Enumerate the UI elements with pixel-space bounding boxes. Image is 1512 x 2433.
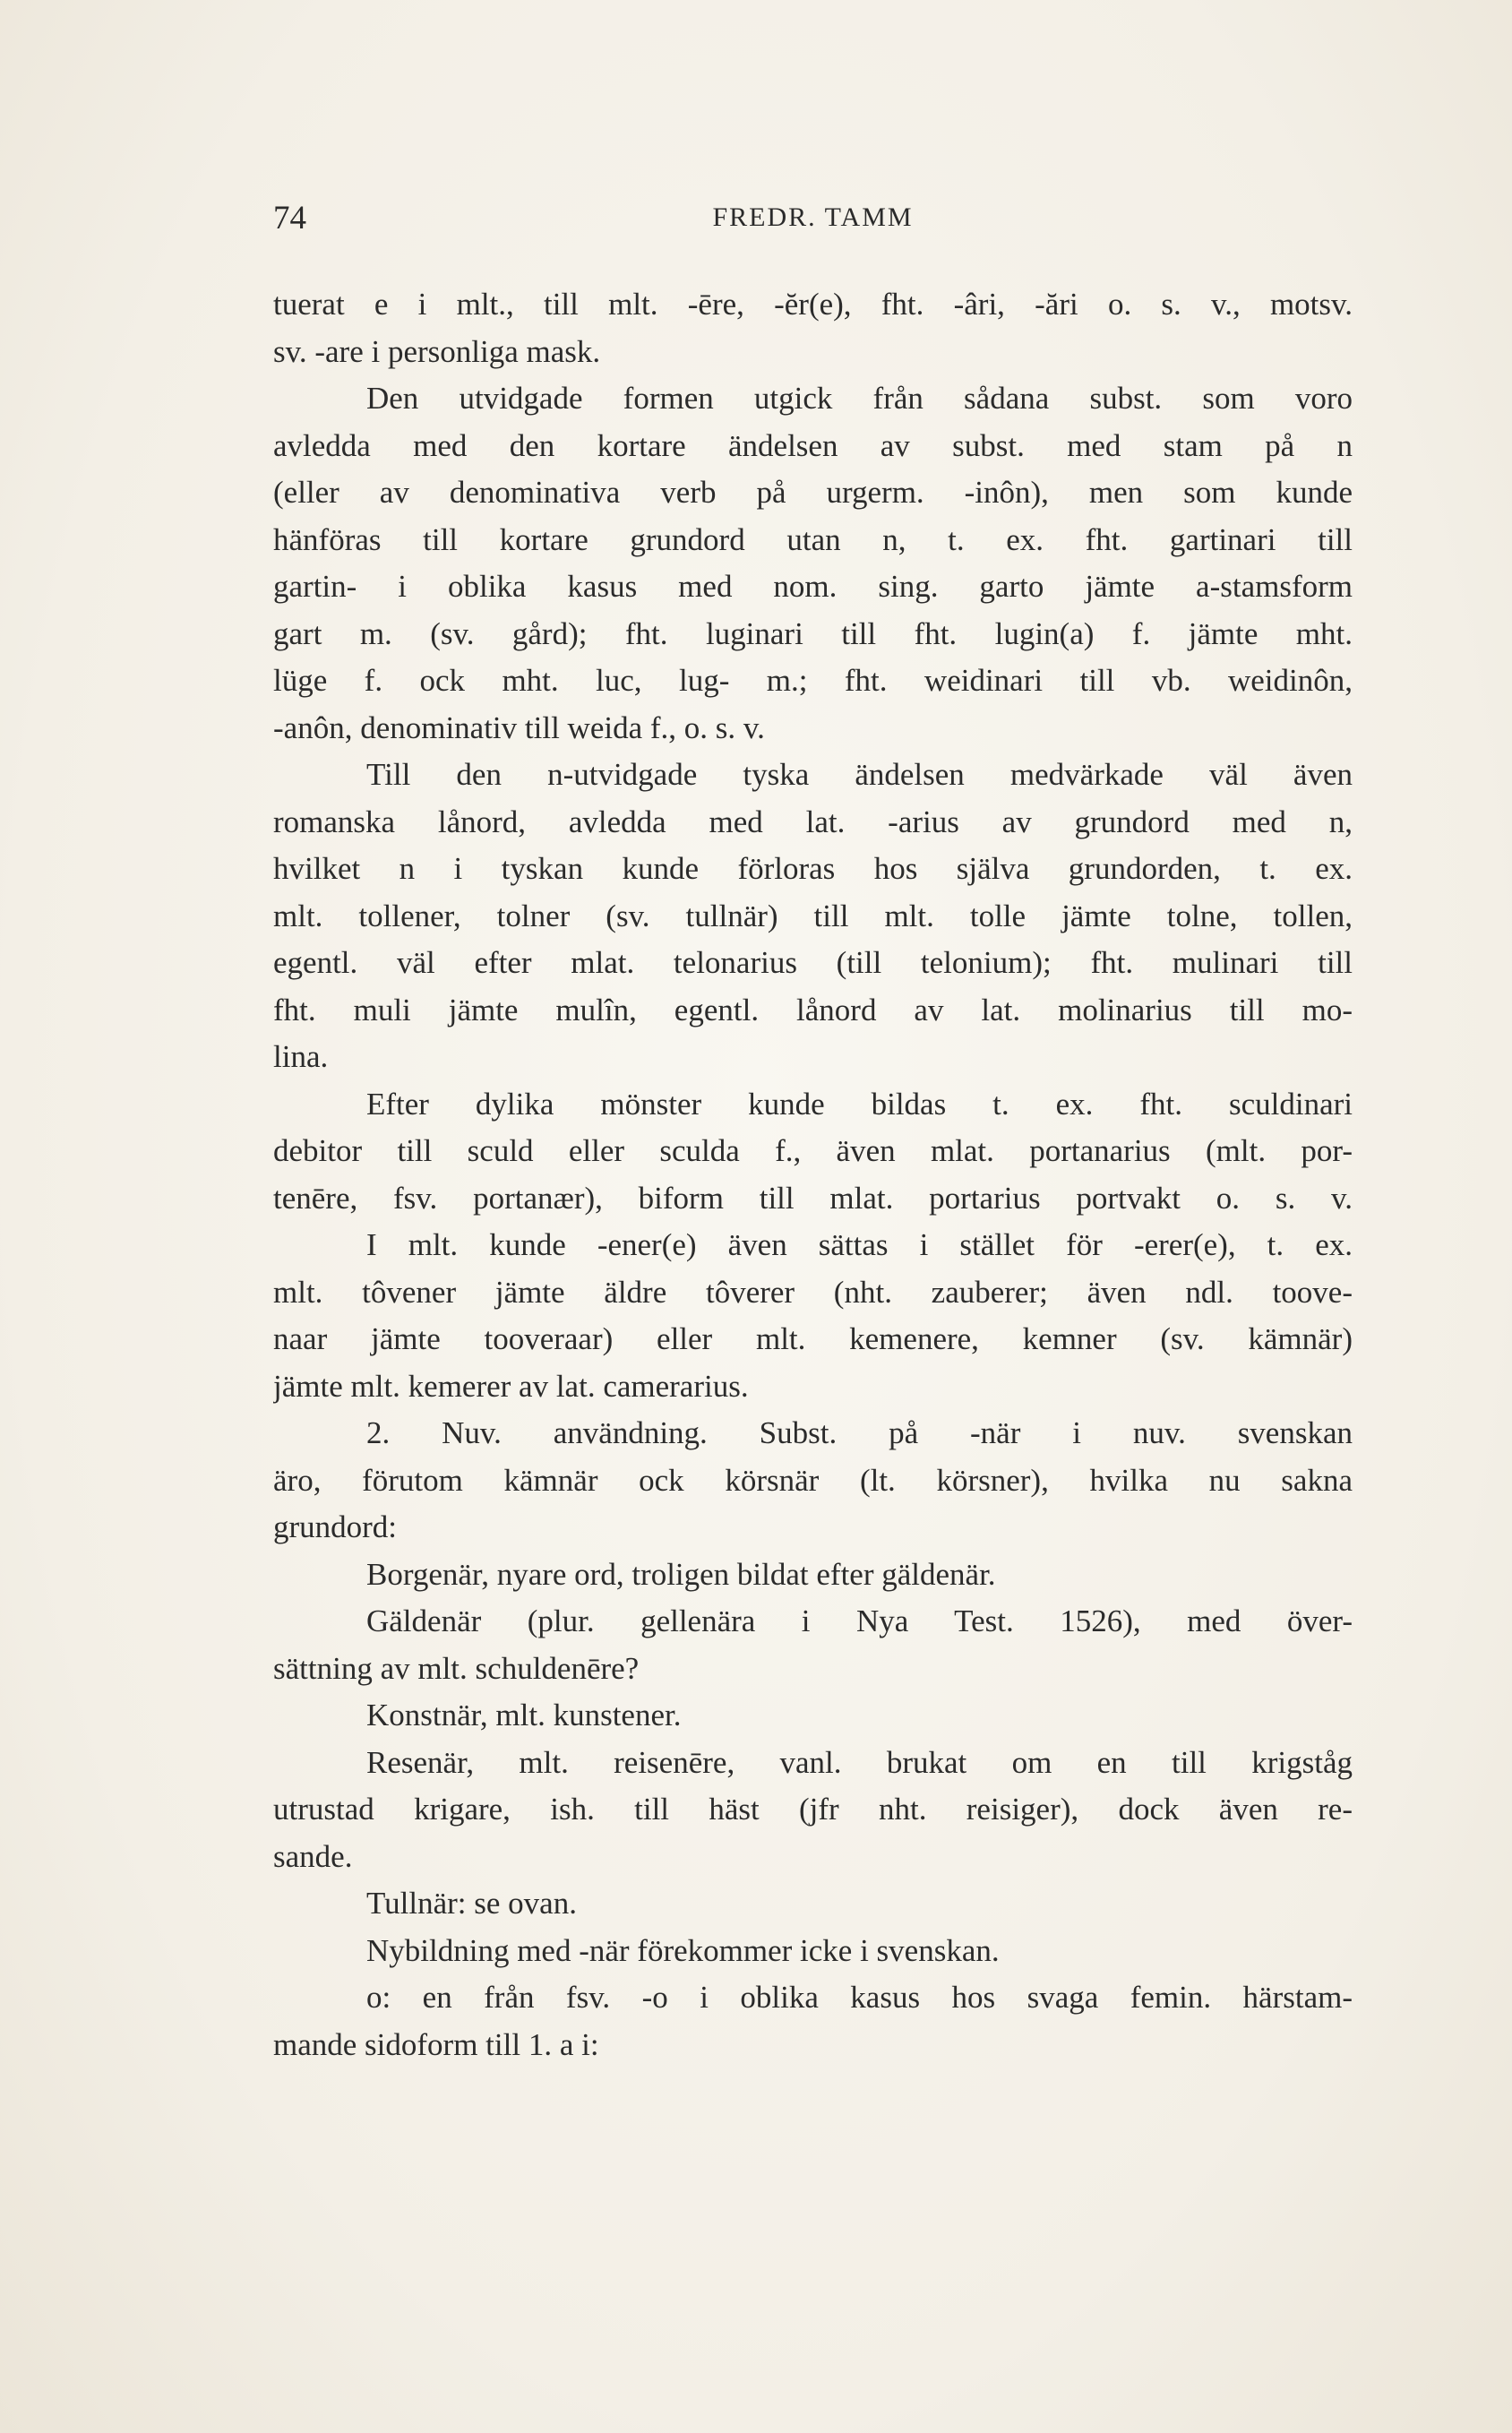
text-line: hvilket n i tyskan kunde förloras hos själva grundorden, t. ex. [273,851,1353,886]
text-line: hänföras till kortare grundord utan n, t. ex. fht. gartinari till [273,521,1353,557]
text-line: Den utvidgade formen utgick från sådana subst. som voro [366,381,1353,416]
text-line: naar jämte tooveraar) eller mlt. kemenere, kemner (sv. kämnär) [273,1321,1353,1356]
body-text [273,281,1353,2068]
text-line: Till den n-utvidgade tyska ändelsen medvärkade väl även [366,757,1353,792]
text-line: Nybildning med -när förekommer icke i svenskan. [366,1932,1000,1968]
text-line: utrustad krigare, ish. till häst (jfr nht. reisiger), dock även re- [273,1792,1353,1827]
text-line: romanska lånord, avledda med lat. -arius av grundord med n, [273,804,1353,839]
text-line: Borgenär, nyare ord, troligen bildat efter gäldenär. [366,1556,996,1592]
text-line: debitor till sculd eller sculda f., även mlat. portanarius (mlt. por- [273,1133,1353,1168]
text-line: avledda med den kortare ändelsen av subst. med stam på n [273,427,1353,463]
text-line: 2. Nuv. användning. Subst. på -när i nuv. svenskan [366,1415,1353,1450]
text-line: (eller av denominativa verb på urgerm. -inôn), men som kunde [273,475,1353,510]
text-line: sande. [273,1838,353,1874]
text-line: I mlt. kunde -ener(e) även sättas i stället för -erer(e), t. ex. [366,1227,1353,1262]
text-line: sv. -are i personliga mask. [273,333,601,369]
running-head: FREDR. TAMM [712,202,914,232]
text-line: egentl. väl efter mlat. telonarius (till telonium); fht. mulinari till [273,945,1353,980]
text-line: gartin- i oblika kasus med nom. sing. garto jämte a-stamsform [273,569,1353,604]
text-line: jämte mlt. kemerer av lat. camerarius. [273,1368,749,1404]
text-line: sättning av mlt. schuldenēre? [273,1650,640,1686]
text-line: äro, förutom kämnär ock körsnär (lt. körsner), hvilka nu sakna [273,1462,1353,1498]
text-line: Gäldenär (plur. gellenära i Nya Test. 1526), med över- [366,1603,1353,1638]
text-line: lüge f. ock mht. luc, lug- m.; fht. weidinari till vb. weidinôn, [273,663,1353,698]
text-line: Konstnär, mlt. kunstener. [366,1698,682,1732]
page-header [273,199,1353,244]
text-line: lina. [273,1039,329,1074]
text-line: Resenär, mlt. reisenēre, vanl. brukat om en till krigståg [366,1744,1353,1780]
text-line: Efter dylika mönster kunde bildas t. ex. fht. sculdinari [366,1086,1353,1122]
text-line: -anôn, denominativ till weida f., o. s. v. [273,709,765,745]
text-line: gart m. (sv. gård); fht. luginari till fht. lugin(a) f. jämte mht. [273,615,1353,651]
page-number: 74 [273,200,306,236]
text-line: Tullnär: se ovan. [366,1886,577,1921]
text-line: tenēre, fsv. portanær), biform till mlat. portarius portvakt o. s. v. [273,1180,1353,1216]
text-line: o: en från fsv. -o i oblika kasus hos svaga femin. härstam- [366,1980,1353,2015]
text-line: fht. muli jämte mulîn, egentl. lånord av lat. molinarius till mo- [273,992,1353,1027]
text-line: grundord: [273,1509,398,1544]
text-line: mlt. tôvener jämte äldre tôverer (nht. zauberer; även ndl. toove- [273,1274,1353,1310]
text-line: mlt. tollener, tolner (sv. tullnär) till mlt. tolle jämte tolne, tollen, [273,898,1353,933]
text-line: mande sidoform till 1. a i: [273,2026,599,2062]
text-line: tuerat e i mlt., till mlt. -ēre, -ĕr(e), fht. -âri, -ări o. s. v., motsv. [273,287,1353,322]
